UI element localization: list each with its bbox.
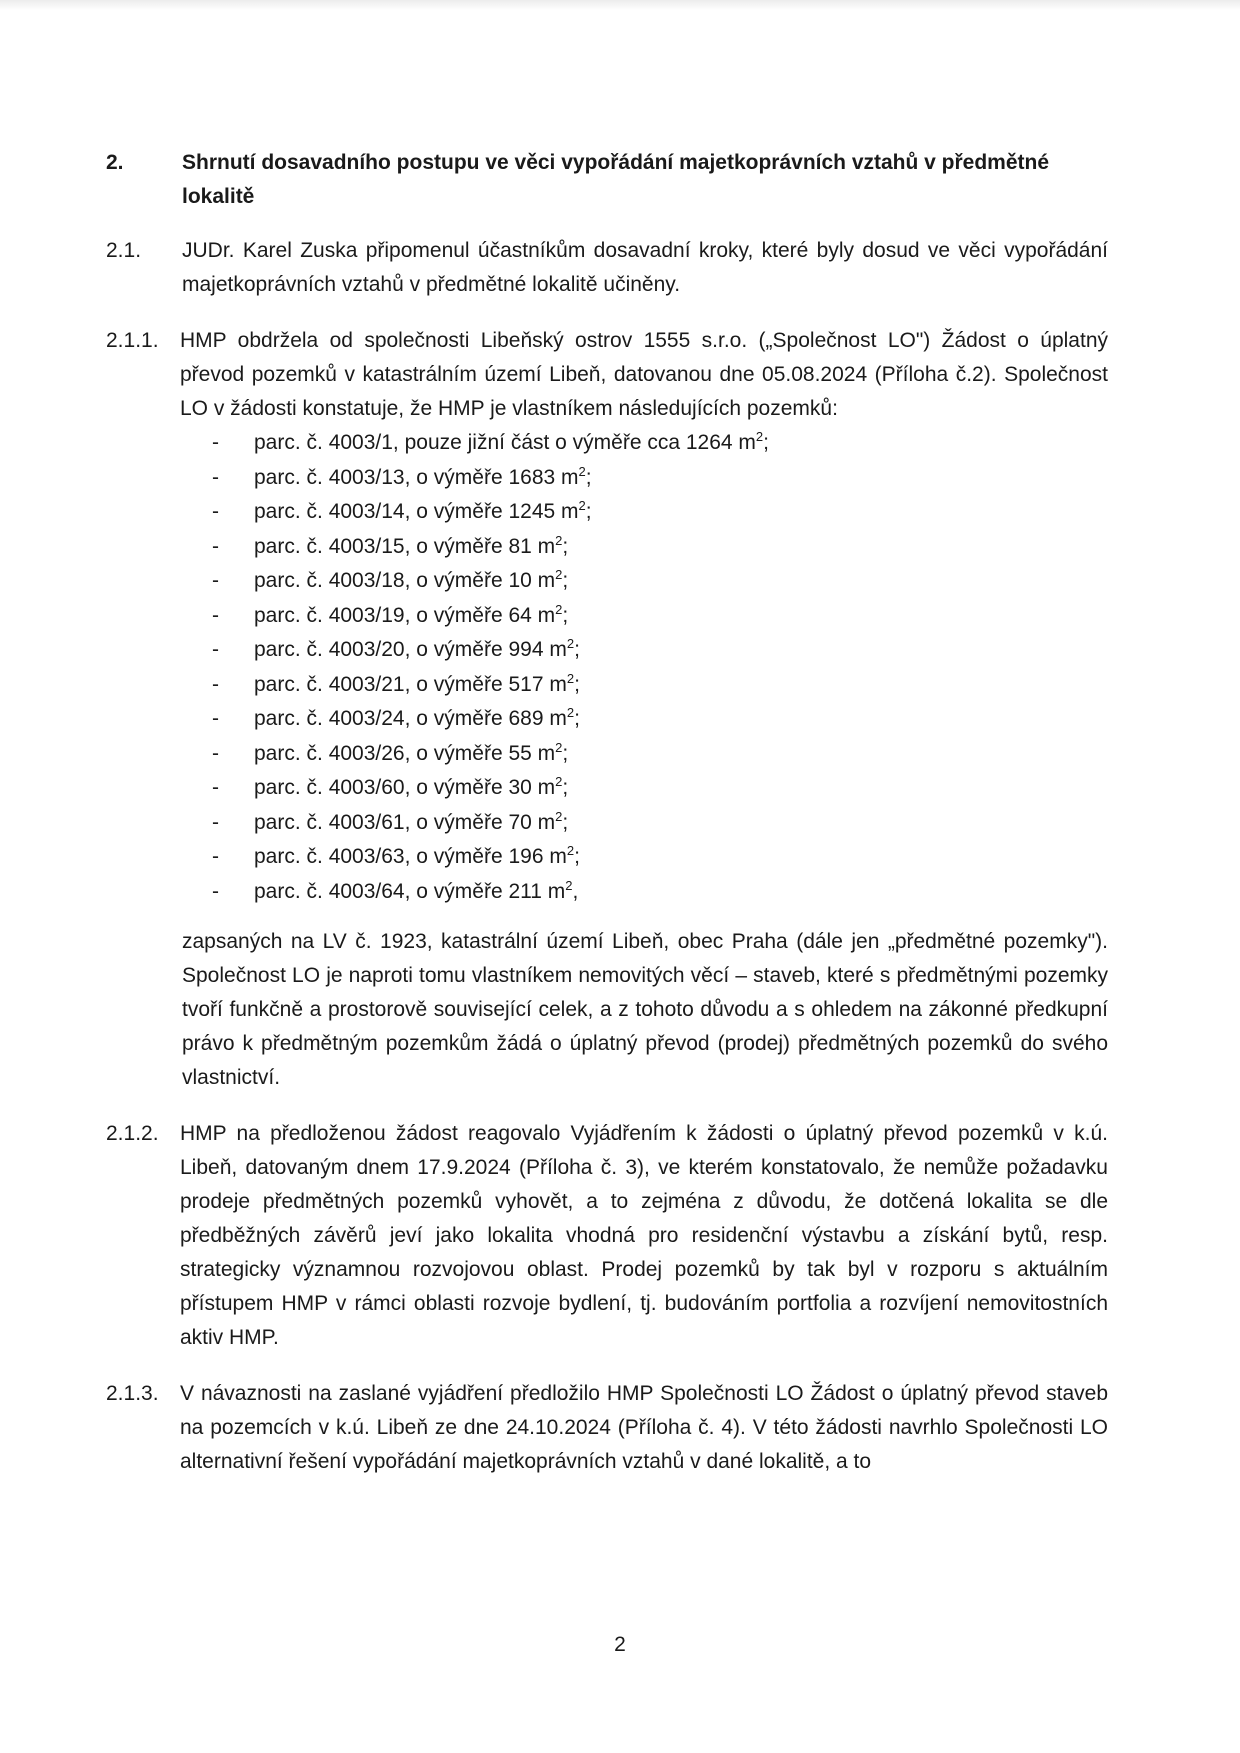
parcel-text xyxy=(254,771,568,806)
list-dash: - xyxy=(212,672,219,696)
parcel-punctuation: ; xyxy=(574,707,580,730)
parcel-description: parc. č. 4003/64, o výměře 211 m xyxy=(254,879,566,903)
parcel-text xyxy=(254,702,580,737)
list-dash: - xyxy=(212,638,219,661)
list-dash: - xyxy=(212,569,219,592)
parcel-item xyxy=(106,737,1108,772)
area-unit-exponent: 2 xyxy=(755,429,764,444)
list-dash: - xyxy=(212,776,219,799)
parcel-description: parc. č. 4003/18, o výměře 10 m xyxy=(254,569,556,592)
area-unit-exponent: 2 xyxy=(555,532,563,548)
document-body xyxy=(106,146,1108,1501)
area-unit-exponent: 2 xyxy=(578,498,586,513)
parcel-punctuation: , xyxy=(572,879,579,903)
paragraph-2-1-3 xyxy=(106,1377,1108,1479)
area-unit-exponent: 2 xyxy=(565,877,573,893)
parcel-item xyxy=(106,702,1108,737)
parcel-punctuation: ; xyxy=(763,431,769,454)
parcel-text xyxy=(254,530,568,565)
parcel-item xyxy=(106,461,1108,496)
list-dash: - xyxy=(212,500,219,523)
area-unit-exponent: 2 xyxy=(555,601,563,617)
area-unit-exponent: 2 xyxy=(566,705,575,720)
parcel-text xyxy=(254,668,580,703)
parcel-description: parc. č. 4003/19, o výměře 64 m xyxy=(254,603,556,627)
paragraph-2-1-2 xyxy=(106,1117,1108,1355)
list-dash: - xyxy=(212,845,219,868)
parcel-punctuation: ; xyxy=(562,741,569,765)
parcel-punctuation: ; xyxy=(562,603,569,627)
parcel-item xyxy=(106,840,1108,875)
list-dash: - xyxy=(212,741,219,765)
parcel-punctuation: ; xyxy=(585,465,592,489)
list-dash: - xyxy=(212,534,219,558)
area-unit-exponent: 2 xyxy=(555,808,563,824)
list-dash: - xyxy=(212,810,219,834)
parcel-item xyxy=(106,771,1108,806)
parcel-description: parc. č. 4003/14, o výměře 1245 m xyxy=(254,500,579,523)
list-dash: - xyxy=(212,707,219,730)
paragraph-text: JUDr. Karel Zuska připomenul účastníkům dosavadní kroky, které byly dosud ve věci vypořádání majetkoprávních vztahů v předmětné lokalitě učiněny. xyxy=(182,239,1108,296)
parcel-punctuation: ; xyxy=(562,534,569,558)
area-unit-exponent: 2 xyxy=(555,774,563,789)
parcel-item xyxy=(106,426,1108,461)
parcel-description: parc. č. 4003/13, o výměře 1683 m xyxy=(254,465,579,489)
parcel-description: parc. č. 4003/60, o výměře 30 m xyxy=(254,776,556,799)
section-title: Shrnutí dosavadního postupu ve věci vypořádání majetkoprávních vztahů v předmětné lokalitě xyxy=(182,151,1050,208)
area-unit-exponent: 2 xyxy=(555,567,563,582)
parcel-item xyxy=(106,633,1108,668)
parcel-list xyxy=(106,426,1108,909)
parcel-text xyxy=(254,461,592,496)
paragraph-text: HMP obdržela od společnosti Libeňský ostrov 1555 s.r.o. („Společnost LO") Žádost o úplatný převod pozemků v katastrálním území Libeň, datovanou dne 05.08.2024 (Příloha č.2). Společnost LO v žádosti konstatuje, že HMP je vlastníkem následujících pozemků: xyxy=(180,329,1108,420)
section-number: 2. xyxy=(106,151,124,174)
paragraph-number: 2.1.1. xyxy=(106,329,159,352)
list-dash: - xyxy=(212,603,219,627)
list-dash: - xyxy=(212,465,219,489)
parcel-text xyxy=(254,840,580,875)
list-dash: - xyxy=(212,879,219,903)
parcel-item xyxy=(106,668,1108,703)
parcel-description: parc. č. 4003/63, o výměře 196 m xyxy=(254,845,567,868)
parcel-text xyxy=(254,599,568,634)
paragraph-2-1-1-continuation: zapsaných na LV č. 1923, katastrální území Libeň, obec Praha (dále jen „předmětné pozemky"). Společnost LO je naproti tomu vlastníkem nemovitých věcí – staveb, které s předmětnými pozemky tvoří funkčně a prostorově související celek, a z tohoto důvodu a s ohledem na zákonné předkupní právo k předmětným pozemkům žádá o úplatný převod (prodej) předmětných pozemků do svého vlastnictví. xyxy=(182,930,1108,1089)
parcel-description: parc. č. 4003/20, o výměře 994 m xyxy=(254,638,567,661)
parcel-punctuation: ; xyxy=(574,638,580,661)
parcel-text xyxy=(254,426,769,461)
parcel-punctuation: ; xyxy=(562,776,569,799)
list-dash: - xyxy=(212,431,219,454)
parcel-text xyxy=(254,633,580,668)
area-unit-exponent: 2 xyxy=(578,463,586,479)
paragraph-number: 2.1.2. xyxy=(106,1122,159,1145)
parcel-punctuation: ; xyxy=(562,569,569,592)
paragraph-2-1-1 xyxy=(106,324,1108,426)
area-unit-exponent: 2 xyxy=(555,739,563,755)
parcel-description: parc. č. 4003/61, o výměře 70 m xyxy=(254,810,556,834)
parcel-description: parc. č. 4003/24, o výměře 689 m xyxy=(254,707,567,730)
parcel-text xyxy=(254,737,568,772)
parcel-description: parc. č. 4003/15, o výměře 81 m xyxy=(254,534,556,558)
paragraph-text: HMP na předloženou žádost reagovalo Vyjádřením k žádosti o úplatný převod pozemků v k.ú. Libeň, datovaným dnem 17.9.2024 (Příloha č. 3), ve kterém konstatovalo, že nemůže požadavku prodeje předmětných pozemků vyhovět, a to zejména z důvodu, že dotčená lokalita se dle předběžných závěrů jeví jako lokalita vhodná pro residenční výstavbu a získání bytů, resp. strategicky významnou rozvojovou oblast. Prodej pozemků by tak byl v rozporu s aktuálním přístupem HMP v rámci oblasti rozvoje bydlení, tj. budováním portfolia a rozvíjení nemovitostních aktiv HMP. xyxy=(180,1122,1108,1349)
parcel-punctuation: ; xyxy=(574,672,580,696)
parcel-punctuation: ; xyxy=(585,500,592,523)
page-edge xyxy=(0,0,1240,10)
parcel-text xyxy=(254,806,568,841)
parcel-description: parc. č. 4003/26, o výměře 55 m xyxy=(254,741,556,765)
section-heading xyxy=(106,146,1108,214)
parcel-item xyxy=(106,495,1108,530)
area-unit-exponent: 2 xyxy=(566,636,575,651)
parcel-item xyxy=(106,875,1108,910)
parcel-text xyxy=(254,875,578,910)
area-unit-exponent: 2 xyxy=(566,843,575,858)
paragraph-number: 2.1. xyxy=(106,239,142,262)
parcel-punctuation: ; xyxy=(574,845,580,868)
paragraph-text: V návaznosti na zaslané vyjádření předložilo HMP Společnosti LO Žádost o úplatný převod staveb na pozemcích v k.ú. Libeň ze dne 24.10.2024 (Příloha č. 4). V této žádosti navrhlo Společnosti LO alternativní řešení vypořádání majetkoprávních vztahů v dané lokalitě, a to xyxy=(180,1382,1108,1473)
parcel-text xyxy=(254,495,592,530)
parcel-description: parc. č. 4003/21, o výměře 517 m xyxy=(254,672,567,696)
parcel-item xyxy=(106,806,1108,841)
parcel-item xyxy=(106,564,1108,599)
page-number: 2 xyxy=(614,1633,626,1656)
parcel-description: parc. č. 4003/1, pouze jižní část o výměře cca 1264 m xyxy=(254,431,756,454)
parcel-item xyxy=(106,599,1108,634)
parcel-text xyxy=(254,564,568,599)
area-unit-exponent: 2 xyxy=(566,670,575,686)
paragraph-2-1 xyxy=(106,234,1108,302)
parcel-punctuation: ; xyxy=(562,810,569,834)
parcel-item xyxy=(106,530,1108,565)
paragraph-number: 2.1.3. xyxy=(106,1382,159,1405)
